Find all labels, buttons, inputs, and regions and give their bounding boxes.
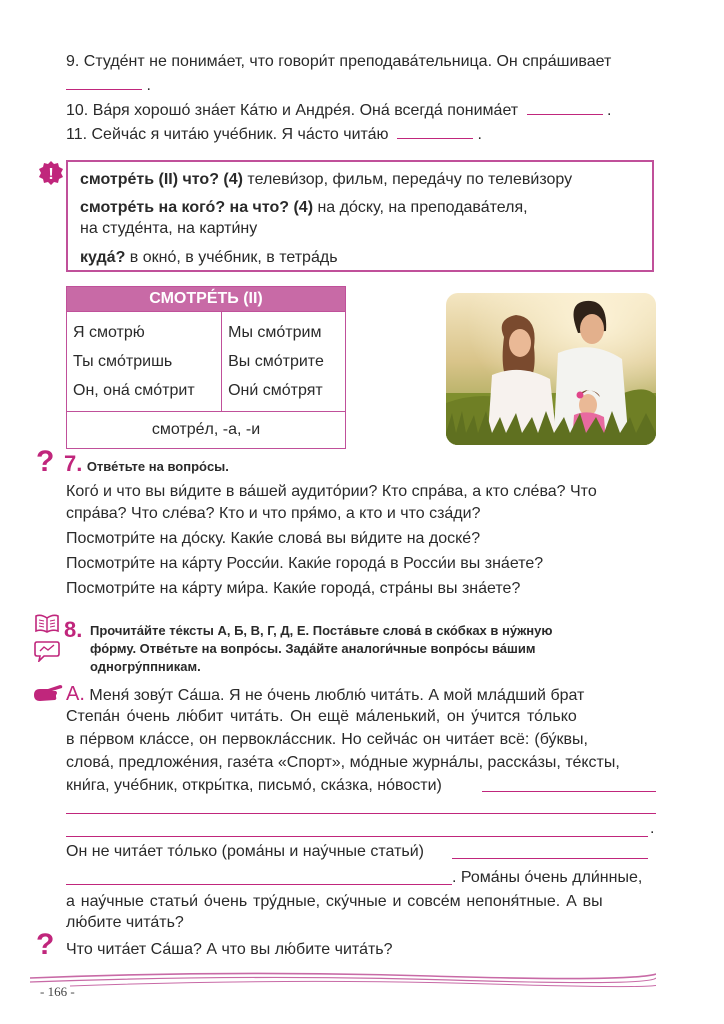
answer-line[interactable] [66, 813, 656, 814]
conjugation-cell: Ты смо́тришь [67, 347, 222, 376]
svg-text:!: ! [48, 166, 54, 183]
answer-line-end-dot: . [650, 820, 655, 837]
task-8-title-line: Прочита́йте те́ксты А, Б, В, Г, Д, Е. Поста́вьте слова́ в ско́бках в ну́жную [90, 623, 553, 638]
exercise-9: 9. Студе́нт не понима́ет, что говори́т преподава́тельница. Он спра́шивает [66, 53, 612, 70]
task-7-line: Кого́ и что вы ви́дите в ва́шей аудито́рии? Кто спра́ва, а кто сле́ва? Что [66, 483, 597, 500]
answer-blank[interactable] [66, 884, 452, 885]
pointing-hand-icon [32, 681, 64, 705]
answer-blank[interactable] [66, 74, 142, 90]
note-line-4: куда́? в окно́, в уче́бник, в тетра́дь [80, 249, 338, 266]
page-number: - 166 - [40, 984, 75, 999]
task-8-title-line: фо́рму. Отве́тьте на вопро́сы. Зада́йте аналоги́чные вопро́сы ва́шим [90, 641, 536, 656]
book-icon [34, 614, 60, 634]
text-a-line: в пе́рвом кла́ссе, он первокла́ссник. Но сейча́с он чита́ет всё: (бу́квы, [66, 731, 588, 748]
answer-line[interactable] [66, 836, 648, 837]
conjugation-header: СМОТРЕ́ТЬ (II) [67, 287, 346, 312]
question-icon: ? [36, 445, 55, 478]
exercise-11: 11. Сейча́с я чита́ю уче́бник. Я ча́сто чита́ю . [66, 123, 482, 145]
text-a-line: Степа́н о́чень лю́бит чита́ть. Он ещё ма́ленький, он у́чится то́лько [66, 708, 577, 725]
text-a-line: . Рома́ны о́чень дли́нные, [452, 869, 643, 886]
task-7-line: Посмотри́те на ка́рту Росси́и. Каки́е города́ в Росси́и вы зна́ете? [66, 555, 544, 572]
conjugation-cell: Мы смо́трим [222, 312, 346, 348]
note-line-2: смотре́ть на кого́? на что? (4) на до́ску, на преподава́теля, [80, 199, 528, 216]
text-a-line: А. Меня́ зову́т Са́ша. Я не о́чень люблю́ чита́ть. А мой мла́дший брат [66, 683, 585, 705]
writing-chat-icon [34, 640, 60, 662]
conjugation-table [66, 286, 346, 449]
text-a-line: кни́га, уче́бник, откры́тка, письмо́, ска́зка, но́вости) [66, 777, 442, 794]
answer-blank[interactable] [397, 123, 473, 139]
answer-blank[interactable] [527, 99, 603, 115]
text-a [66, 683, 656, 708]
task-7-heading: 7. Отве́тьте на вопро́сы. [64, 451, 229, 476]
final-question: Что чита́ет Са́ша? А что вы лю́бите чита́ть? [66, 941, 393, 958]
note-line-1: смотре́ть (II) что? (4) телеви́зор, фильм, переда́чу по телеви́зору [80, 171, 573, 188]
conjugation-cell: Они́ смо́трят [222, 376, 346, 412]
task-7-line: Посмотри́те на до́ску. Каки́е слова́ вы ви́дите на доске́? [66, 530, 481, 547]
note-line-3: на студе́нта, на карти́ну [80, 220, 258, 237]
conjugation-cell: Вы смо́трите [222, 347, 346, 376]
family-photo [446, 293, 656, 445]
task-7-line: Посмотри́те на ка́рту ми́ра. Каки́е города́, стра́ны вы зна́ете? [66, 580, 521, 597]
text-a-line: слова́, предложе́ния, газе́та «Спорт», мо́дные журна́лы, расска́зы, те́ксты, [66, 754, 620, 771]
question-icon: ? [36, 928, 55, 961]
text-a-not-read: Он не чита́ет то́лько (рома́ны и нау́чные статьи́) [66, 843, 424, 860]
task-8-title-line: одногру́ппникам. [90, 659, 201, 674]
text-a-line: а нау́чные статьи́ о́чень тру́дные, ску́чные и совсе́м непоня́тные. А вы [66, 893, 603, 910]
conjugation-cell: Я смотрю́ [67, 312, 222, 348]
task-8-number: 8. [64, 617, 83, 642]
exercise-10: 10. Ва́ря хорошо́ зна́ет Ка́тю и Андре́я. Она́ всегда́ понима́ет . [66, 99, 612, 121]
text-a-line: лю́бите чита́ть? [66, 914, 184, 931]
answer-blank[interactable] [452, 858, 648, 859]
attention-icon [38, 160, 64, 186]
task-7-line: спра́ва? Что сле́ва? Кто и что пря́мо, а кто и что сза́ди? [66, 505, 481, 522]
answer-blank[interactable] [482, 791, 656, 792]
conjugation-cell: Он, она́ смо́трит [67, 376, 222, 412]
conjugation-past: смотре́л, -а, -и [67, 412, 346, 449]
footer-swoosh [30, 966, 656, 992]
exercise-9-answer: . [66, 74, 151, 96]
